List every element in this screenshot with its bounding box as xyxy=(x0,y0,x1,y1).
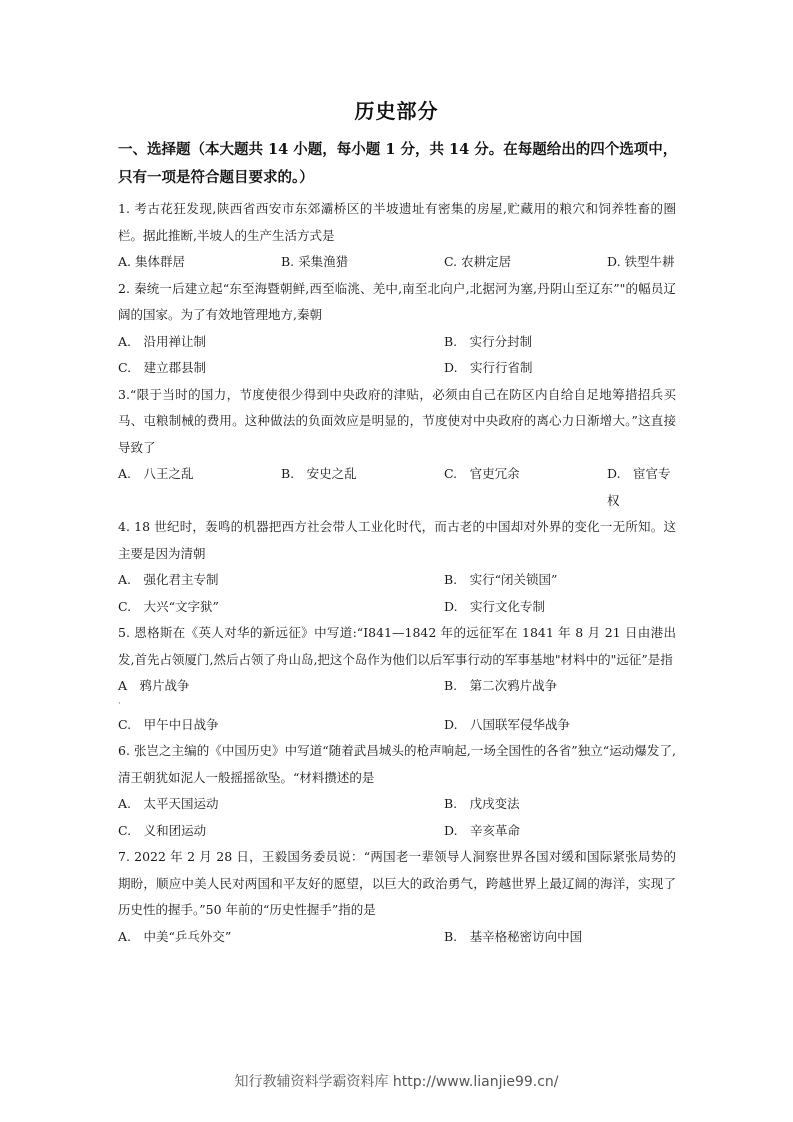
answer-options xyxy=(118,249,676,276)
answer-options xyxy=(118,461,676,514)
question-stem: 5. 恩格斯在《英人对华的新远征》中写道:“I841—1842 年的远征军在 1841 年 8 月 21 日由港出发,首先占领厦门,然后占领了舟山岛,把这个岛作为他们以后军事行动的军事基地"材料中的"远征”是指 xyxy=(118,625,676,667)
page-title: 历史部分 xyxy=(354,99,439,123)
option-d: D. 实行文化专制 xyxy=(444,598,546,614)
question-stem: 2. 秦统一后建立起“东至海暨朝鲜,西至临洮、羌中,南至北向户,北据河为塞,丹阴山至辽东”"的幅员辽阔的国家。为了有效地管理地方,秦朝 xyxy=(118,280,676,322)
question-stem: 1. 考古花狂发现,陕西省西安市东郊灞桥区的半坡遗址有密集的房屋,贮藏用的粮穴和饲养牲畜的圈栏。据此推断,半坡人的生产生活方式是 xyxy=(118,201,676,243)
question-stem: 7. 2022 年 2 月 28 日，王毅国务委员说：“两国老一辈领导人洞察世界各国对缓和国际紧张局势的期盼，顺应中美人民对两国和平友好的愿望，以巨大的政治勇气，跨越世界上最辽阔的海洋，实现了历史性的握手。”50 年前的“历史性握手”指的是 xyxy=(118,849,676,917)
option-a: A. 强化君主专制 xyxy=(118,572,219,587)
question-7 xyxy=(118,844,676,950)
answer-options xyxy=(118,567,676,620)
question-stem: 4. 18 世纪时，轰鸣的机器把西方社会带人工业化时代，而古老的中国却对外界的变化一无所知。这主要是因为清朝 xyxy=(118,519,676,561)
option-a: A. 中美“乒乓外交” xyxy=(118,928,232,944)
option-c: C. 农耕定居 xyxy=(444,254,512,269)
question-stem: 3.“限于当时的国力，节度使很少得到中央政府的津贴，必须由自己在防区内自给自足地筹措招兵买马、屯粮制械的费用。这种做法的负面效应是明显的，节度使对中央政府的离心力日渐增大。”这直接导致了 xyxy=(118,386,676,455)
question-6 xyxy=(118,738,676,844)
option-d: D. 辛亥革命 xyxy=(444,822,521,838)
option-a: A 鸦片战争 xyxy=(118,678,190,693)
option-c: C. 建立郡县制 xyxy=(118,360,207,375)
option-c: C. 大兴“文字狱” xyxy=(118,598,219,614)
option-c: C. 官吏冗余 xyxy=(444,466,520,481)
question-5 xyxy=(118,620,676,738)
footer-watermark: 知行教辅资料学霸资料库 http://www.lianjie99.cn/ xyxy=(234,1074,559,1090)
answer-options xyxy=(118,673,676,700)
option-d: D. 八国联军侵华战争 xyxy=(444,716,571,732)
option-d: D. 实行行省制 xyxy=(444,360,533,375)
answer-options xyxy=(118,329,676,382)
option-a: A. 集体群居 xyxy=(118,254,185,269)
answer-options xyxy=(118,712,676,739)
stray-mark: · xyxy=(118,698,121,709)
option-d: D. 铁型牛耕 xyxy=(607,254,675,269)
option-b: B. 戊戌变法 xyxy=(444,796,520,811)
section-heading: 一、选择题（本大题共 14 小题，每小题 1 分，共 14 分。在每题给出的四个选项中，只有一项是符合题目要求的。） xyxy=(118,141,678,186)
option-b: B. 采集渔猎 xyxy=(281,254,349,269)
option-d: D. 宦官专权 xyxy=(607,466,671,508)
option-a: A. 太平天国运动 xyxy=(118,796,219,811)
option-b: B. 基辛格秘密访向中国 xyxy=(444,928,583,944)
option-b: B. 安史之乱 xyxy=(281,466,357,481)
option-b: B. 实行分封制 xyxy=(444,333,533,349)
question-2 xyxy=(118,276,676,382)
option-c: C. 义和团运动 xyxy=(118,822,207,838)
question-list xyxy=(118,196,676,950)
question-1 xyxy=(118,196,676,276)
option-a: A. 沿用禅让制 xyxy=(118,333,207,349)
question-stem: 6. 张岂之主编的《中国历史》中写道“随着武昌城头的枪声响起,一场全国性的各省”独立“运动爆发了,清王朝犹如泥人一般摇摇欲坠。“材料攒述的是 xyxy=(118,743,676,785)
option-a: A. 八王之乱 xyxy=(118,466,194,481)
question-3 xyxy=(118,382,676,515)
option-b: B. 实行“闭关锁国” xyxy=(444,572,558,587)
option-b: B. 第二次鸦片战争 xyxy=(444,678,558,693)
option-c: C. 甲午中日战争 xyxy=(118,716,219,732)
answer-options xyxy=(118,791,676,844)
answer-options xyxy=(118,924,676,951)
question-4 xyxy=(118,514,676,620)
